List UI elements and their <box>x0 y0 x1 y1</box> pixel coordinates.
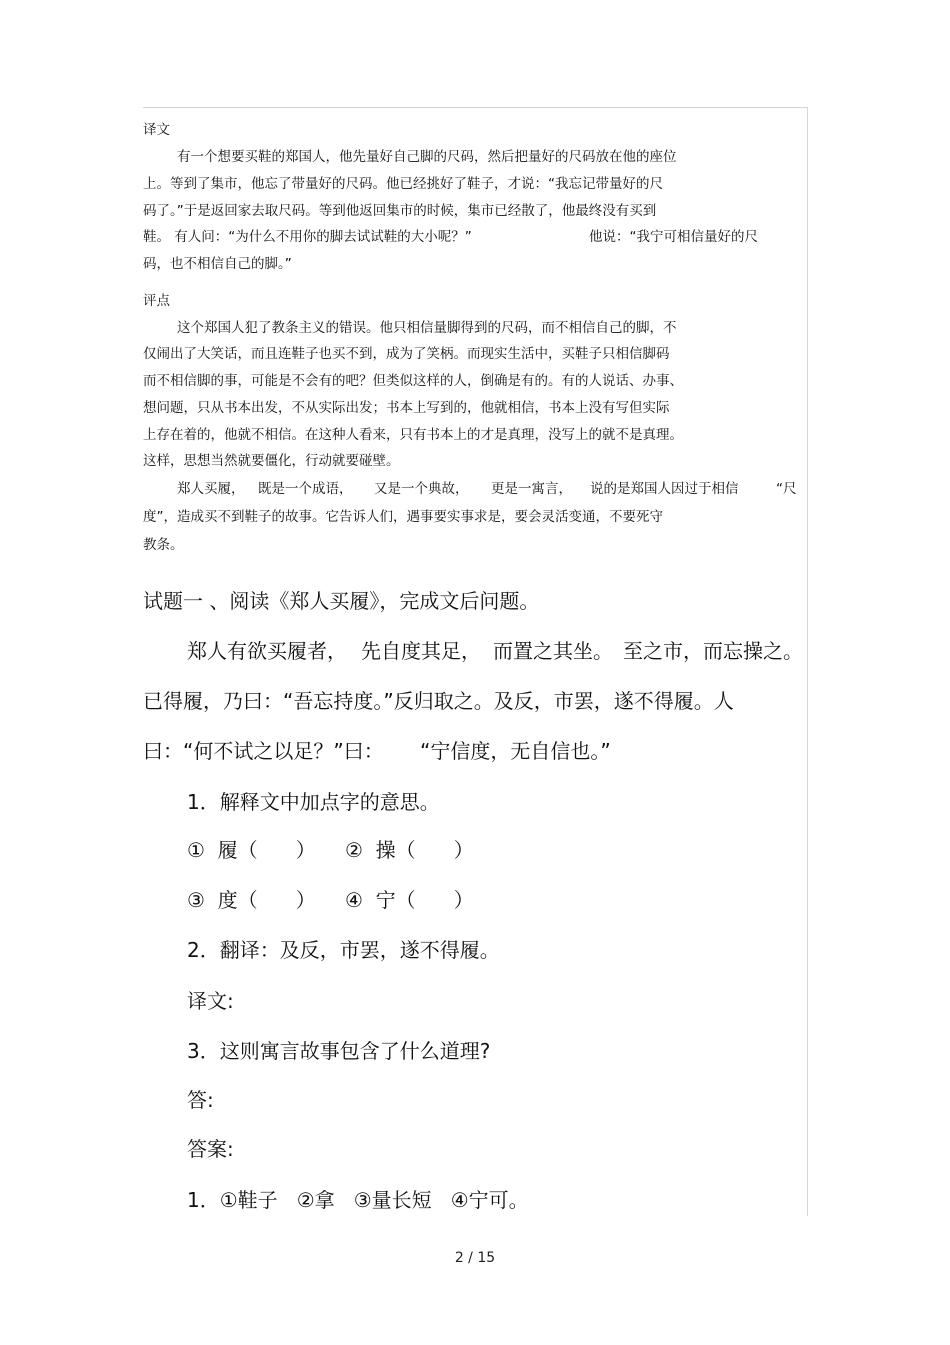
comment-line: 上存在着的，他就不相信。在这种人看来，只有书本上的才是真理，没写上的就不是真理。 <box>143 427 683 443</box>
translation-line: 码，也不相信自己的脚。” <box>143 256 292 272</box>
comment-line: 而不相信脚的事，可能是不会有的吧？但类似这样的人，倒确是有的。有的人说话、办事、 <box>143 373 683 389</box>
question-3: 3．这则寓言故事包含了什么道理? <box>187 1039 491 1063</box>
question-1: 1．解释文中加点字的意思。 <box>187 790 440 814</box>
passage-seg: 至之市，而忘操之。 <box>623 639 803 663</box>
question-2: 2．翻译：及反，市罢，遂不得履。 <box>187 938 500 962</box>
passage-line: 已得履，乃曰：“吾忘持度。”反归取之。及反，市罢，遂不得履。人 <box>143 689 734 713</box>
comment-para2-seg: 郑人买履， <box>177 481 245 497</box>
comment-para2-seg: “尺 <box>776 481 797 497</box>
comment-para2-seg: 说的是郑国人因过于相信 <box>590 481 739 497</box>
comment-line: 仅闹出了大笑话，而且连鞋子也买不到，成为了笑柄。而现实生活中，买鞋子只相信脚码 <box>143 346 670 362</box>
translation-line: 有一个想要买鞋的郑国人，他先量好自己脚的尺码，然后把量好的尺码放在他的座位 <box>177 149 677 165</box>
comment-para2-seg: 更是一寓言， <box>491 481 572 497</box>
comment-para2-seg: 既是一个成语， <box>258 481 353 497</box>
question-3-answer-label: 答: <box>187 1088 214 1112</box>
translation-line: 他说：“我宁可相信量好的尺 <box>589 229 758 245</box>
question-1-item: ④ 宁（ ） <box>345 888 474 912</box>
answer-1: 1．①鞋子 ②拿 ③量长短 ④宁可。 <box>187 1188 529 1212</box>
translation-line: 鞋。 有人问：“为什么不用你的脚去试试鞋的大小呢？” <box>143 229 472 245</box>
comment-line: 这样，思想当然就要僵化，行动就要碰壁。 <box>143 453 400 469</box>
passage-seg: 郑人有欲买履者， <box>187 639 347 663</box>
question-1-item: ① 履（ ） <box>187 838 316 862</box>
page-number: 2 / 15 <box>454 1250 496 1266</box>
comment-line: 度”，造成买不到鞋子的故事。它告诉人们，遇事要实事求是，要会灵活变通，不要死守 <box>143 509 663 525</box>
passage-seg: 先自度其足， <box>361 639 481 663</box>
comment-line: 这个郑国人犯了教条主义的错误。他只相信量脚得到的尺码，而不相信自己的脚，不 <box>177 320 677 336</box>
comment-line: 想问题，只从书本出发，不从实际出发；书本上写到的，他就相信，书本上没有写但实际 <box>143 400 670 416</box>
comment-heading: 评点 <box>143 293 170 309</box>
question-1-item: ③ 度（ ） <box>187 888 316 912</box>
translation-heading: 译文 <box>143 122 170 138</box>
answer-label: 答案: <box>187 1137 234 1161</box>
question-1-item: ② 操（ ） <box>345 838 474 862</box>
passage-seg: 而置之其坐。 <box>493 639 613 663</box>
passage-line: “宁信度，无自信也。” <box>420 739 611 763</box>
translation-line: 上。等到了集市，他忘了带量好的尺码。他已经挑好了鞋子，才说：“我忘记带量好的尺 <box>143 176 663 192</box>
question-2-answer-label: 译文: <box>187 989 234 1013</box>
translation-line: 码了。”于是返回家去取尺码。等到他返回集市的时候，集市已经散了，他最终没有买到 <box>143 203 657 219</box>
passage-line: 曰：“何不试之以足？”曰： <box>143 739 384 763</box>
comment-para2-seg: 又是一个典故， <box>374 481 469 497</box>
exercise-title: 试题一 、阅读《郑人买履》，完成文后问题。 <box>143 589 540 613</box>
comment-line: 教条。 <box>143 537 184 553</box>
